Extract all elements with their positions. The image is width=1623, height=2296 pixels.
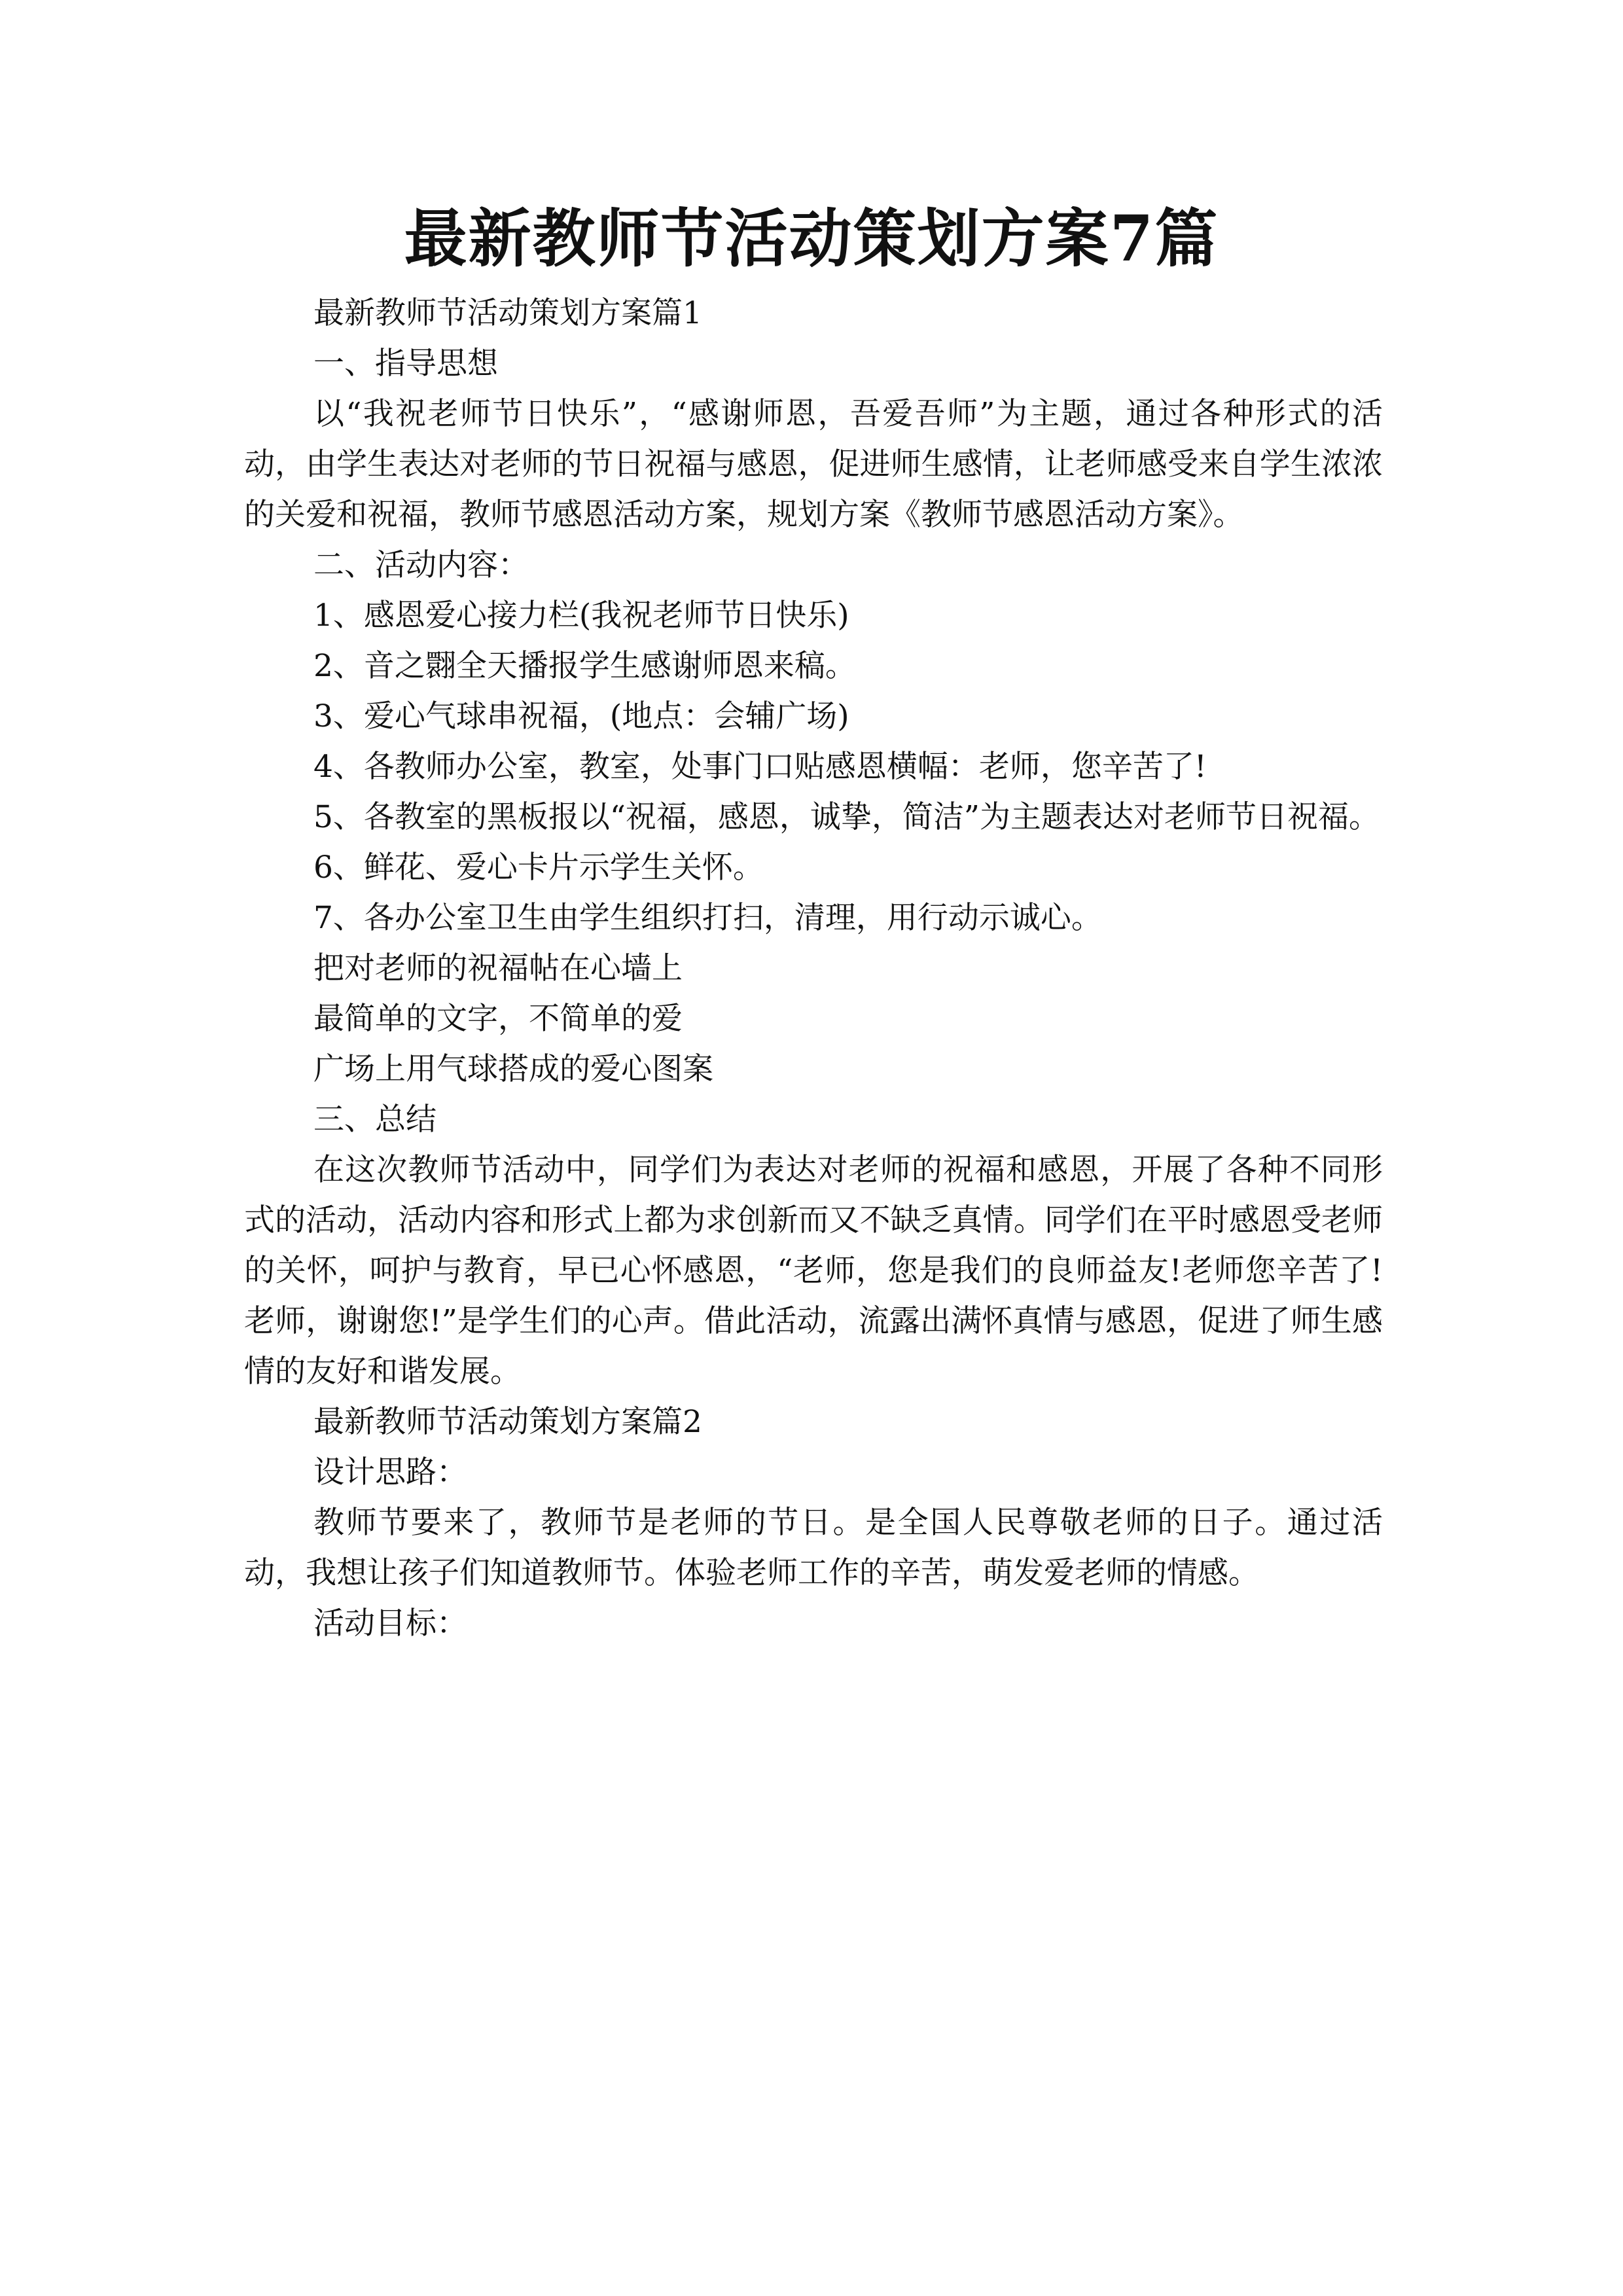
list-item: 4、各教师办公室，教室，处事门口贴感恩横幅：老师，您辛苦了! bbox=[313, 749, 1207, 785]
heading-summary: 三、总结 bbox=[313, 1102, 437, 1138]
section-heading-plan-1: 最新教师节活动策划方案篇1 bbox=[313, 295, 702, 331]
list-item: 5、各教室的黑板报以“祝福，感恩，诚挚，简洁”为主题表达对老师节日祝福。 bbox=[313, 799, 1380, 835]
text-line: 把对老师的祝福帖在心墙上 bbox=[313, 950, 683, 986]
list-item: 2、音之翾全天播报学生感谢师恩来稿。 bbox=[313, 648, 856, 684]
heading-guiding-ideology: 一、指导思想 bbox=[313, 346, 498, 382]
document-title: 最新教师节活动策划方案7篇 bbox=[404, 202, 1219, 276]
section-heading-plan-2: 最新教师节活动策划方案篇2 bbox=[313, 1404, 702, 1440]
text-line: 最简单的文字，不简单的爱 bbox=[313, 1001, 683, 1037]
heading-activity-goals: 活动目标： bbox=[313, 1605, 467, 1641]
list-item: 1、感恩爱心接力栏(我祝老师节日快乐) bbox=[313, 598, 849, 634]
heading-design-idea: 设计思路： bbox=[313, 1454, 467, 1490]
paragraph-design-idea: 教师节要来了，教师节是老师的节日。是全国人民尊敬老师的日子。通过活动，我想让孩子们知道教师节。体验老师工作的辛苦，萌发爱老师的情感。 bbox=[244, 1505, 1383, 1591]
paragraph-ideology: 以“我祝老师节日快乐”，“感谢师恩，吾爱吾师”为主题，通过各种形式的活动，由学生表达对老师的节日祝福与感恩，促进师生感情，让老师感受来自学生浓浓的关爱和祝福，教师节感恩活动方案，规划方案《教师节感恩活动方案》。 bbox=[244, 396, 1383, 533]
document-body bbox=[244, 288, 1383, 1649]
list-item: 3、爱心气球串祝福，(地点：会辅广场) bbox=[313, 698, 849, 734]
paragraph-summary: 在这次教师节活动中，同学们为表达对老师的祝福和感恩，开展了各种不同形式的活动，活动内容和形式上都为求创新而又不缺乏真情。同学们在平时感恩受老师的关怀，呵护与教育，早已心怀感恩，“老师，您是我们的良师益友!老师您辛苦了!老师，谢谢您!”是学生们的心声。借此活动，流露出满怀真情与感恩，促进了师生感情的友好和谐发展。 bbox=[244, 1152, 1383, 1390]
heading-activity-content: 二、活动内容： bbox=[313, 547, 529, 583]
text-line: 广场上用气球搭成的爱心图案 bbox=[313, 1051, 713, 1087]
list-item: 6、鲜花、爱心卡片示学生关怀。 bbox=[313, 850, 764, 886]
list-item: 7、各办公室卫生由学生组织打扫，清理，用行动示诚心。 bbox=[313, 900, 1102, 936]
